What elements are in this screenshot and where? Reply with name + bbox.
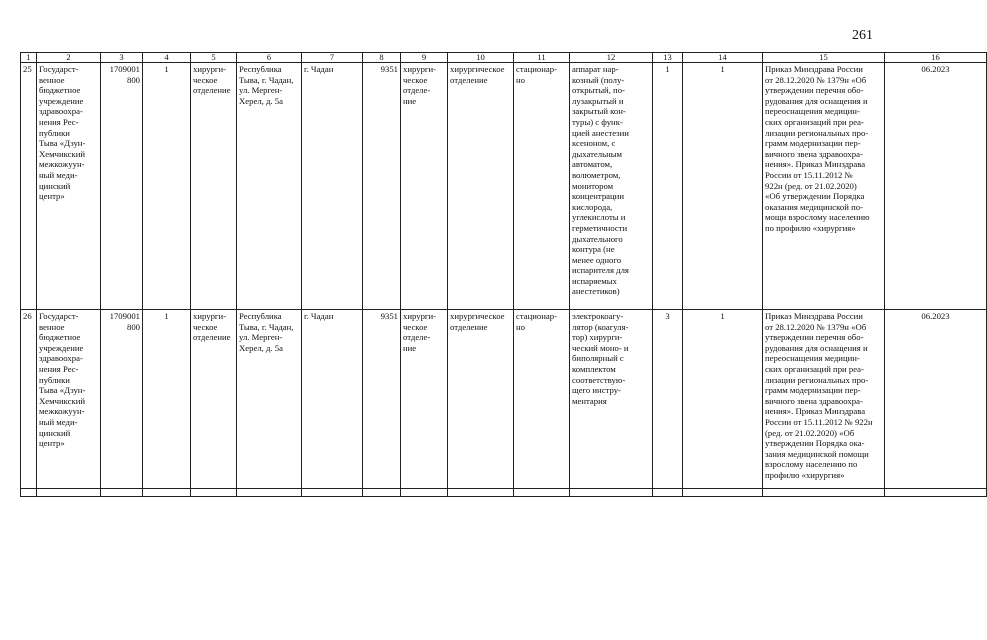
column-number: 2 [37,53,101,63]
column-number: 6 [237,53,302,63]
row-number: 26 [21,310,37,489]
column-number: 16 [885,53,987,63]
page-number: 261 [852,28,873,43]
organization-name: Государст- венное бюджетное учреждение здравоохра- нения Рес- публики Тыва «Дзун- Хемчикский межкожуун- ный меди- цинский центр» [37,63,101,310]
column-number: 14 [683,53,763,63]
table-row [21,310,987,489]
department-unit: хирурги- ческое отделе- ние [401,310,448,489]
column-number: 1 [21,53,37,63]
cell-col8: 9351 [363,63,401,310]
department: хирурги- ческое отделение [191,310,237,489]
column-number: 15 [763,53,885,63]
column-number: 3 [101,53,143,63]
column-number: 7 [302,53,363,63]
quantity: 1 [653,63,683,310]
department-full: хирургическое отделение [448,63,514,310]
column-number: 5 [191,53,237,63]
organization-name: Государст- венное бюджетное учреждение здравоохра- нения Рес- публики Тыва «Дзун- Хемчикский межкожуун- ный меди- цинский центр» [37,310,101,489]
equipment-table [20,52,987,497]
cell-col4: 1 [143,310,191,489]
equipment-name: электрокоагу- лятор (коагуля- тор) хирурги- ческий моно- и биполярный с комплектом соответствую- щего инстру- ментария [570,310,653,489]
care-condition: стационар- но [514,310,570,489]
department-unit: хирурги- ческое отделе- ние [401,63,448,310]
cell-col4: 1 [143,63,191,310]
column-number: 8 [363,53,401,63]
care-condition: стационар- но [514,63,570,310]
column-number: 9 [401,53,448,63]
cell-col14: 1 [683,310,763,489]
quantity: 3 [653,310,683,489]
legal-basis: Приказ Минздрава России от 28.12.2020 № 1379н «Об утверждении перечня обо- рудования для оснащения и переоснащения медицин- ских организаций при реа- лизации региональных про- грамм модернизации пер- вичного звена здравоохра- нения». Приказ Минздрава России от 15.11.2012 № 922н (ред. от 21.02.2020) «Об утверждении Порядка оказания медицинской по- мощи взрослому населению по профилю «хирургия» [763,63,885,310]
table-row [21,63,987,310]
row-number: 25 [21,63,37,310]
address: Республика Тыва, г. Чадан, ул. Мерген- Херел, д. 5а [237,63,302,310]
equipment-name: аппарат нар- козный (полу- открытый, по- лузакрытый и закрытый кон- туры) с функ- цией анестезии ксеноном, с дыхательным автоматом, волюметром, монитором концентрации кислорода, углекислоты и герметичности дыхательного контура (не менее одного испарителя для испаряемых анестетиков) [570,63,653,310]
column-number: 13 [653,53,683,63]
cell-col14: 1 [683,63,763,310]
column-number: 10 [448,53,514,63]
locality: г. Чадан [302,63,363,310]
column-number: 12 [570,53,653,63]
column-number: 11 [514,53,570,63]
date: 06.2023 [885,63,987,310]
legal-basis: Приказ Минздрава России от 28.12.2020 № 1379н «Об утверждении перечня обо- рудования для оснащения и переоснащения медицин- ских организаций при реа- лизации региональных про- грамм модернизации пер- вичного звена здравоохра- нения». Приказ Минздрава России от 15.11.2012 № 922н (ред. от 21.02.2020) «Об утверждении Порядка ока- зания медицинской помощи взрослому населению по профилю «хирургия» [763,310,885,489]
locality: г. Чадан [302,310,363,489]
column-number-row [21,53,987,63]
organization-code: 1709001 800 [101,63,143,310]
column-number: 4 [143,53,191,63]
address: Республика Тыва, г. Чадан, ул. Мерген- Херел, д. 5а [237,310,302,489]
cell-col8: 9351 [363,310,401,489]
empty-row [21,489,987,497]
department: хирурги- ческое отделение [191,63,237,310]
department-full: хирургическое отделение [448,310,514,489]
date: 06.2023 [885,310,987,489]
organization-code: 1709001 800 [101,310,143,489]
